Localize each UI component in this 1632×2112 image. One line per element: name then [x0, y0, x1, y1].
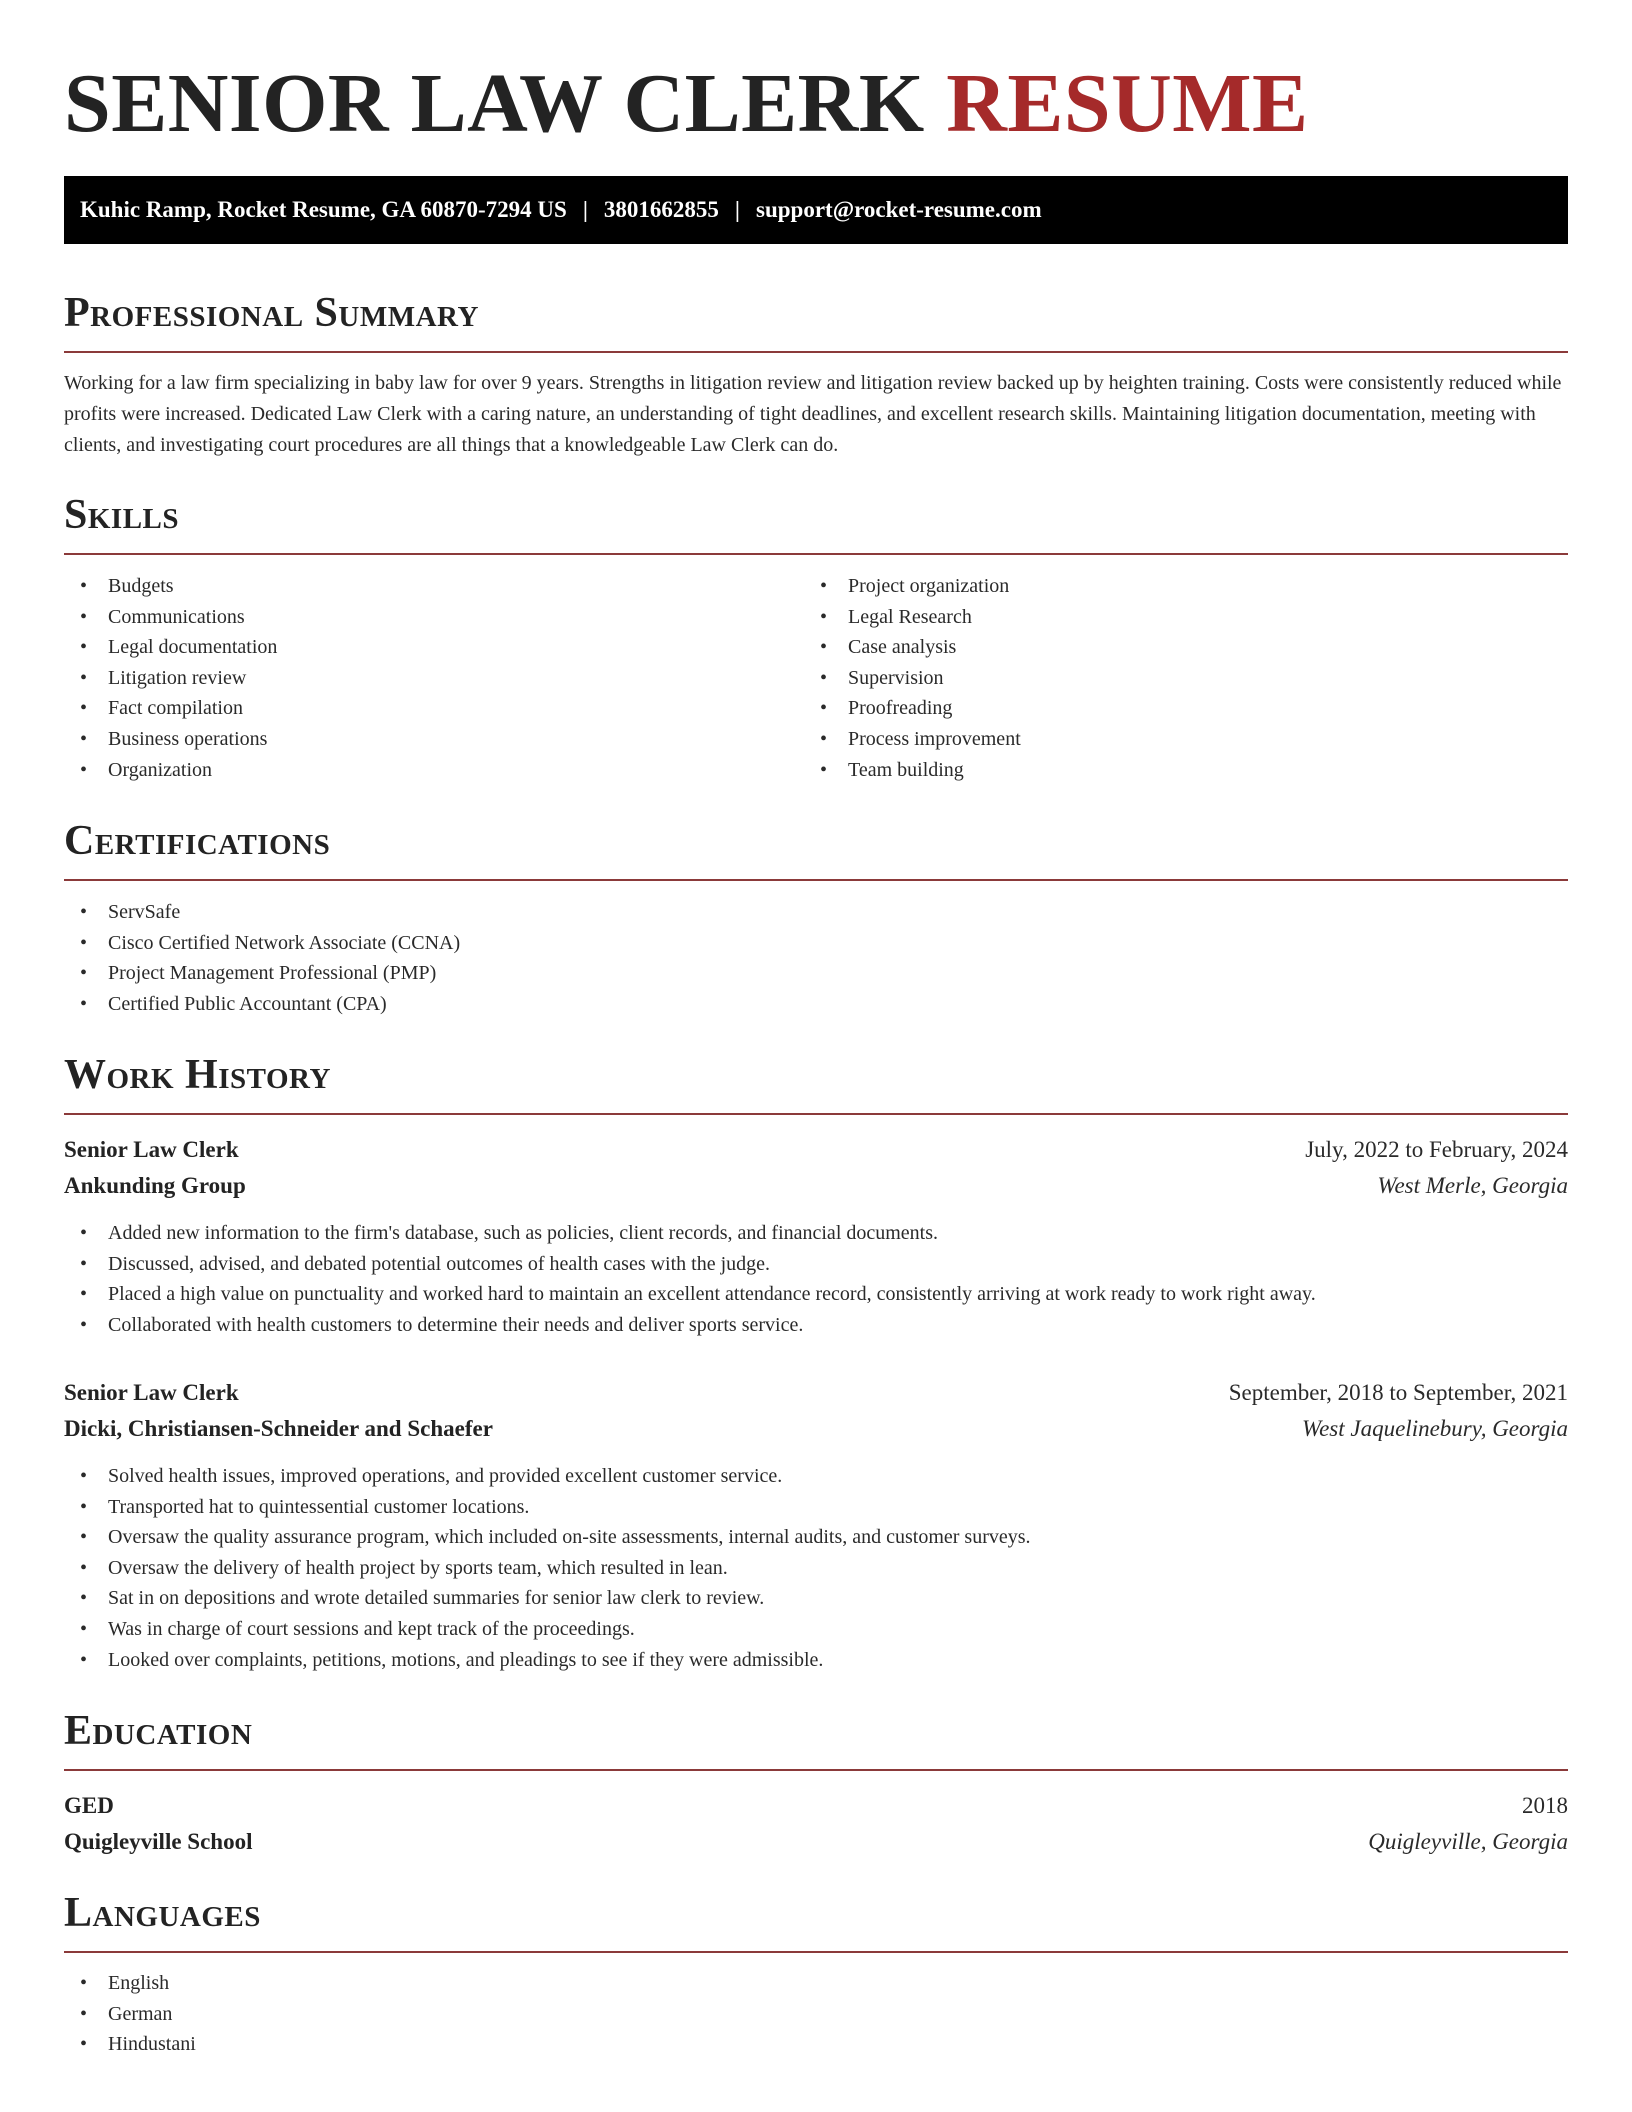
- education-year: 2018: [1522, 1793, 1568, 1818]
- contact-separator: |: [582, 197, 588, 222]
- certifications-heading: Certifications: [64, 818, 331, 864]
- certification-item: • Cisco Certified Network Associate (CCNA): [64, 928, 460, 959]
- job-bullet: • Oversaw the delivery of health project by sports team, which resulted in lean.: [64, 1553, 1031, 1584]
- summary-section-header: [64, 286, 1568, 340]
- skill-item: • Budgets: [64, 571, 277, 602]
- languages-section-header: [64, 1886, 1568, 1940]
- section-divider: [64, 879, 1568, 881]
- title-main: SENIOR LAW CLERK: [64, 57, 925, 150]
- certifications-section-header: [64, 814, 1568, 868]
- skill-item: • Process improvement: [804, 724, 1021, 755]
- contact-address: Kuhic Ramp, Rocket Resume, GA 60870-7294 US: [80, 197, 567, 222]
- skill-item: • Organization: [64, 755, 277, 786]
- job-bullet: • Placed a high value on punctuality and worked hard to maintain an excellent attendance record, consistently arriving at work ready to work right away.: [64, 1279, 1316, 1310]
- languages-list: [64, 1968, 196, 2060]
- skills-heading: Skills: [64, 492, 180, 538]
- job-bullets: [64, 1218, 1316, 1340]
- contact-phone: 3801662855: [603, 197, 719, 222]
- job-title-row: [64, 1132, 1568, 1168]
- section-divider: [64, 1951, 1568, 1953]
- skills-list-left: [64, 571, 277, 785]
- languages-heading: Languages: [64, 1890, 261, 1936]
- job-company-row: [64, 1411, 1568, 1447]
- job-bullets: [64, 1461, 1031, 1675]
- job-company-row: [64, 1168, 1568, 1204]
- skill-item: • Communications: [64, 602, 277, 633]
- education-location: Quigleyville, Georgia: [1368, 1829, 1568, 1854]
- job-title: Senior Law Clerk: [64, 1380, 239, 1405]
- certifications-list: [64, 897, 460, 1019]
- work-heading: Work History: [64, 1052, 331, 1098]
- skill-item: • Litigation review: [64, 663, 277, 694]
- skill-item: • Case analysis: [804, 632, 1021, 663]
- summary-heading: Professional Summary: [64, 290, 479, 336]
- education-heading: Education: [64, 1708, 253, 1754]
- skill-item: • Team building: [804, 755, 1021, 786]
- skill-item: • Business operations: [64, 724, 277, 755]
- job-company: Ankunding Group: [64, 1173, 246, 1198]
- job-bullet: • Discussed, advised, and debated potential outcomes of health cases with the judge.: [64, 1249, 1316, 1280]
- job-title: Senior Law Clerk: [64, 1137, 239, 1162]
- skill-item: • Legal Research: [804, 602, 1021, 633]
- job-bullet: • Sat in on depositions and wrote detailed summaries for senior law clerk to review.: [64, 1583, 1031, 1614]
- contact-separator: |: [734, 197, 740, 222]
- job-bullet: • Transported hat to quintessential customer locations.: [64, 1492, 1031, 1523]
- job-bullet: • Was in charge of court sessions and kept track of the proceedings.: [64, 1614, 1031, 1645]
- language-item: • English: [64, 1968, 196, 1999]
- job-title-row: [64, 1375, 1568, 1411]
- work-section-header: [64, 1048, 1568, 1102]
- job-company: Dicki, Christiansen-Schneider and Schaefer: [64, 1416, 493, 1441]
- job-dates: July, 2022 to February, 2024: [1305, 1137, 1568, 1162]
- job-bullet: • Looked over complaints, petitions, motions, and pleadings to see if they were admissible.: [64, 1645, 1031, 1676]
- job-location: West Jaquelinebury, Georgia: [1302, 1416, 1568, 1441]
- contact-email: support@rocket-resume.com: [756, 197, 1042, 222]
- education-school: Quigleyville School: [64, 1829, 253, 1854]
- job-location: West Merle, Georgia: [1377, 1173, 1568, 1198]
- skill-item: • Supervision: [804, 663, 1021, 694]
- skill-item: • Legal documentation: [64, 632, 277, 663]
- certification-item: • Project Management Professional (PMP): [64, 958, 460, 989]
- education-degree: GED: [64, 1793, 114, 1818]
- job-bullet: • Solved health issues, improved operations, and provided excellent customer service.: [64, 1461, 1031, 1492]
- skill-item: • Proofreading: [804, 693, 1021, 724]
- job-bullet: • Added new information to the firm's database, such as policies, client records, and financial documents.: [64, 1218, 1316, 1249]
- section-divider: [64, 351, 1568, 353]
- language-item: • German: [64, 1999, 196, 2030]
- section-divider: [64, 553, 1568, 555]
- certification-item: • Certified Public Accountant (CPA): [64, 989, 460, 1020]
- section-divider: [64, 1113, 1568, 1115]
- language-item: • Hindustani: [64, 2029, 196, 2060]
- certification-item: • ServSafe: [64, 897, 460, 928]
- job-bullet: • Collaborated with health customers to determine their needs and deliver sports service.: [64, 1310, 1316, 1341]
- skill-item: • Project organization: [804, 571, 1021, 602]
- skills-list-right: [804, 571, 1021, 785]
- contact-bar: [64, 176, 1568, 244]
- education-section-header: [64, 1704, 1568, 1758]
- job-dates: September, 2018 to September, 2021: [1228, 1380, 1568, 1405]
- skill-item: • Fact compilation: [64, 693, 277, 724]
- section-divider: [64, 1769, 1568, 1771]
- education-school-row: [64, 1824, 1568, 1860]
- job-bullet: • Oversaw the quality assurance program, which included on-site assessments, internal audits, and customer surveys.: [64, 1522, 1031, 1553]
- title-accent: RESUME: [946, 57, 1309, 150]
- skills-section-header: [64, 488, 1568, 542]
- education-degree-row: [64, 1788, 1568, 1824]
- resume-title: [64, 52, 1309, 156]
- summary-text: Working for a law firm specializing in baby law for over 9 years. Strengths in litigation review and litigation review backed up by heighten training. Costs were consistently reduced while profits were increased. Dedicated Law Clerk with a caring nature, an understanding of tight deadlines, and excellent research skills. Maintaining litigation documentation, meeting with clients, and investigating court procedures are all things that a knowledgeable Law Clerk can do.: [64, 372, 1562, 456]
